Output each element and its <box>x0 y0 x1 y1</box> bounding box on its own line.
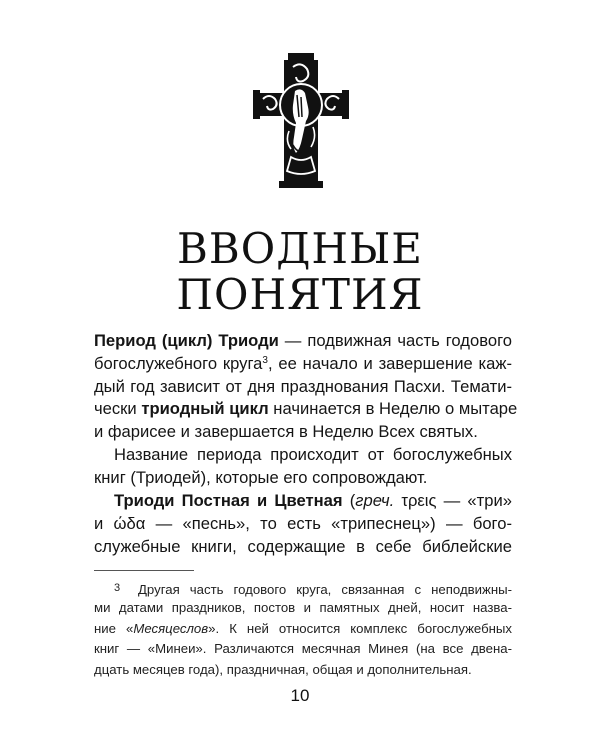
paragraph-3 <box>94 490 512 558</box>
text: и ώδα — «песнь», то есть «трипеснец») — бого- <box>94 513 512 533</box>
footnote-ref[interactable]: 3 <box>262 354 268 366</box>
paragraph-2 <box>94 444 512 490</box>
text: Другая часть годового круга, связанная с неподвижны- <box>138 582 512 597</box>
footnote <box>94 578 512 680</box>
paragraph-1 <box>94 330 518 444</box>
text: книг (Триодей), которые его сопровождают. <box>94 467 428 487</box>
text: служебные книги, содержащие в себе библейские <box>94 536 512 556</box>
text: Название периода происходит от богослужебных <box>114 445 512 464</box>
term-triodion-cycle: триодный цикл <box>141 399 269 419</box>
text-italic: Месяцеслов <box>133 620 209 636</box>
text: дцать месяцев года), праздничная, общая и дополнительная. <box>94 661 472 677</box>
footnote-number: 3 <box>114 582 121 594</box>
text: книг — «Минеи». Различаются месячная Минея (на все двена- <box>94 641 512 657</box>
text: чески <box>94 399 142 419</box>
text: ». К ней относится комплекс богослужебных <box>208 620 512 636</box>
heading-line-2: ПОНЯТИЯ <box>176 270 424 319</box>
text: τρεις — «три» <box>394 491 512 510</box>
page-number: 10 <box>290 686 310 705</box>
text-greek-abbr: греч. <box>355 491 395 510</box>
heading-line-1: ВВОДНЫЕ <box>177 224 423 273</box>
footnote-divider <box>94 570 194 571</box>
text: ( <box>342 491 356 510</box>
text: богослужебного круга <box>94 353 263 373</box>
term-triodion-period: Период (цикл) Триоди <box>94 331 279 350</box>
term-triodia: Триоди Постная и Цветная <box>114 491 343 510</box>
text: — подвижная часть годового <box>278 331 512 350</box>
text: ние « <box>94 620 134 636</box>
text: и фарисее и завершается в Неделю Всех святых. <box>94 422 478 442</box>
ornate-cross-icon <box>253 53 349 188</box>
text: ми датами праздников, постов и памятных дней, носит назва- <box>94 600 512 616</box>
text: , ее начало и завершение каж- <box>267 353 512 373</box>
text: дый год зависит от дня празднования Пасхи. Темати- <box>94 376 512 396</box>
text: начинается в Неделю о мытаре <box>268 399 518 419</box>
